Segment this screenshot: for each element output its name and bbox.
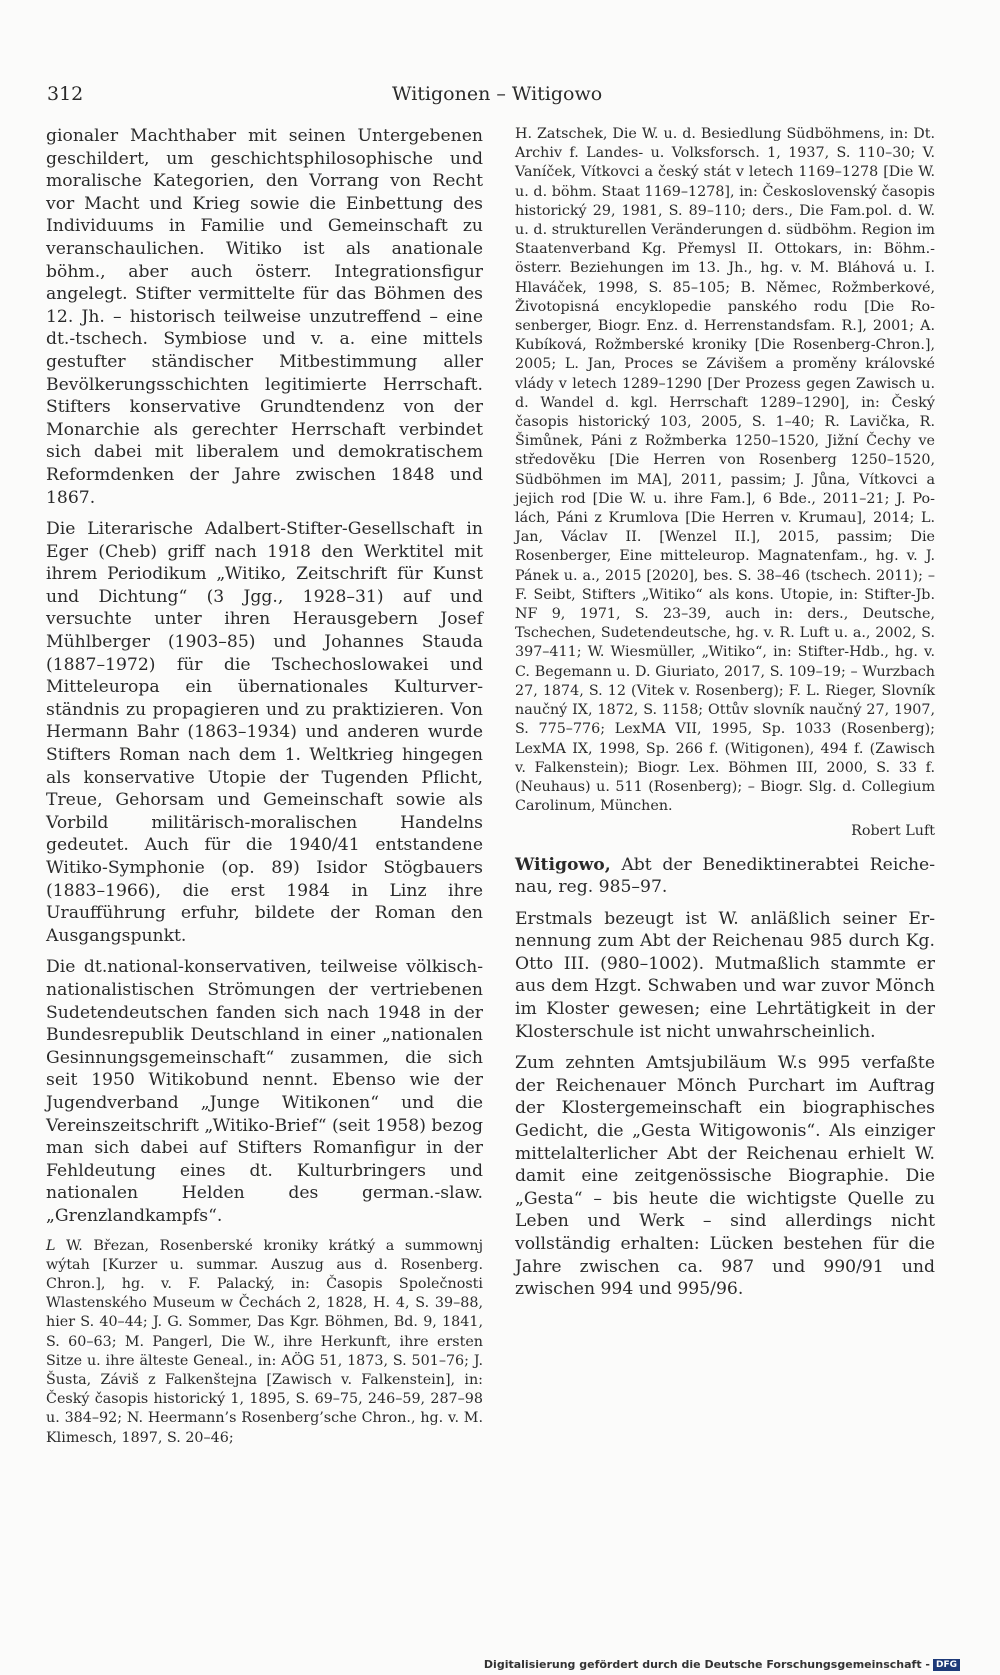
- headword: Witigowo,: [515, 854, 611, 875]
- page-number: 312: [47, 83, 84, 105]
- literature-continued: H. Zatschek, Die W. u. d. Besiedlung Südböhmens, in: Dt. Archiv f. Landes- u. Volksforsch. 1, 1937, S. 110–30; V. Vaníček, Vítkovci a český stát v letech 1169–1278 [Die W. u. d. böhm. Staat 1169–1278], in: Československý časopis historický 29, 1981, S. 89–110; ders., Die Fam.pol. d. W. u. d. strukturellen Veränderungen d. südböhm. Region im Staatenverband Kg. Přemysl II. Ottokars, in: Böhm.-österr. Beziehungen im 13. Jh., hg. v. M. Bláhová u. I. Hlaváček, 1998, S. 85–105; B. Němec, Rožmberkové, Životopisná encyklopedie panského rodu [Die Rosenberger, Biogr. Enz. d. Herrenstandsfam. R.], 2001; A. Kubíková, Rožmberské kroniky [Die Rosenberg-Chron.], 2005; L. Jan, Proces se Závišem a proměny královské vlády v letech 1289–1290 [Der Prozess gegen Zawisch u. d. Wandel d. kgl. Herrschaft 1289–1290], in: Český časopis historický 103, 2005, S. 1–40; R. Lavička, R. Šimůnek, Páni z Rožmberka 1250–1520, Jižní Čechy ve středověku [Die Herren von Rosenberg 1250–1520, Südböhmen im MA], 2011, passim; J. Jůna, Vítkovci a jejich rod [Die W. u. ihre Fam.], 6 Bde., 2011–21; J. Polách, Páni z Krumlova [Die Herren v. Krumau], 2014; L. Jan, Václav II. [Wenzel II.], 2015, passim; Die Rosenberger, Eine mitteleurop. Magnatenfam., hg. v. J. Pánek u. a., 2015 [2020], bes. S. 38–46 (tschech. 2011); – F. Seibt, Stifters „Witiko“ als kons. Utopie, in: Stifter-Jb. NF 9, 1971, S. 23–39, auch in: ders., Deutsche, Tschechen, Sudetendeutsche, hg. v. R. Luft u. a., 2002, S. 397–411; W. Wiesmüller, „Witiko“, in: Stifter-Hdb., hg. v. C. Begemann u. D. Giuriato, 2017, S. 109–19; – Wurzbach 27, 1874, S. 12 (Vitek v. Rosenberg); F. L. Rieger, Slovník naučný IX, 1872, S. 1158; Ottův slovník naučný 27, 1907, S. 775–776; LexMA VII, 1995, Sp. 1033 (Rosenberg); LexMA IX, 1998, Sp. 266 f. (Witigonen), 494 f. (Zawisch v. Falkenstein); Biogr. Lex. Böhmen III, 2000, S. 33 f. (Neuhaus) u. 511 (Rosenberg); – Biogr. Slg. d. Collegium Carolinum, München.: [515, 126, 935, 815]
- headword-definition: Abt der Benediktinerabtei Reichenau, reg. 985–97.: [515, 854, 935, 898]
- paragraph: Erstmals bezeugt ist W. anläßlich seiner Ernennung zum Abt der Reichenau 985 durch Kg. Otto III. (980–1002). Mutmaßlich stammte er aus dem Hzgt. Schwaben und war zuvor Mönch im Kloster gewesen; eine Lehrtätigkeit in der Klosterschule ist nicht unwahrscheinlich.: [515, 908, 935, 1042]
- paragraph: gionaler Machthaber mit seinen Untergebenen geschildert, um geschichtsphilosophische und moralische Kategorien, den Vorrang von Recht vor Macht und Krieg sowie die Einbettung des Individuums in Familie und Gemeinschaft zu veranschaulichen. Witiko ist als anationale böhm., aber auch österr. Integrationsfigur angelegt. Stifter vermittelte für das Böhmen des 12. Jh. – historisch teilweise unzutreffend – eine dt.-tschech. Symbiose und v. a. eine mittels gestufter ständischer Mitbestimmung aller Bevölkerungsschichten legitimierte Herrschaft. Stifters konservative Grundtendenz von der Monarchie als gerechter Herrschaft verbindet sich dabei mit liberalem und demokratischem Reformdenken der Jahre zwischen 1848 und 1867.: [46, 126, 483, 508]
- literature-list: [46, 1237, 483, 1448]
- paragraph: Zum zehnten Amtsjubiläum W.s 995 verfaßte der Reichenauer Mönch Purchart im Auftrag der Klostergemeinschaft ein biographisches Gedicht, die „Gesta Witigowonis“. Als einziger mittelalterlicher Abt der Reichenau erhielt W. damit eine zeitgenössische Biographie. Die „Gesta“ – bis heute die wichtigste Quelle zu Leben und Werk – sind allerdings nicht vollständig erhalten: Lücken bestehen für die Jahre zwischen ca. 987 und 990/91 und zwischen 994 und 995/96.: [515, 1053, 935, 1300]
- entry-heading: [515, 854, 935, 899]
- paragraph: Die dt.national-konservativen, teilweise völkisch-nationalistischen Strömungen der vertriebenen Sudetendeutschen fanden sich nach 1948 in der Bundesrepublik Deutschland in einer „nationalen Gesinnungsgemeinschaft“ zusammen, die sich seit 1950 Witikobund nennt. Ebenso wie der Jugendverband „Junge Witikonen“ und die Vereinszeitschrift „Witiko-Brief“ (seit 1958) bezog man sich dabei auf Stifters Romanfigur in der Fehldeutung eines dt. Kulturbringers und nationalen Helden des german.-slaw. „Grenzlandkampfs“.: [46, 957, 483, 1226]
- digitization-footer: [484, 1658, 960, 1671]
- running-head: Witigonen – Witigowo: [392, 83, 603, 105]
- right-column: [515, 125, 935, 1310]
- author-signature: Robert Luft: [851, 823, 935, 840]
- literature-marker: L: [46, 1237, 56, 1254]
- literature-text: W. Březan, Rosenberské kroniky krátký a summownj wýtah [Kurzer u. summar. Auszug aus d. Rosenberg. Chron.], hg. v. F. Palacký, in: Časopis Společnosti Wlastenského Museum w Čechách 2, 1828, H. 4, S. 39–88, hier S. 40–44; J. G. Sommer, Das Kgr. Böhmen, Bd. 9, 1841, S. 60–63; M. Pangerl, Die W., ihre Herkunft, ihre ersten Sitze u. ihre älteste Geneal., in: AÖG 51, 1873, S. 501–76; J. Šusta, Záviš z Falkenštejna [Zawisch v. Falkenstein], in: Český časopis historický 1, 1895, S. 69–75, 246–59, 287–98 u. 384–92; N. Heermann’s Rosenberg’sche Chron., hg. v. M. Klimesch, 1897, S. 20–46;: [46, 1237, 484, 1446]
- left-column: [46, 125, 483, 1454]
- footer-text: Digitalisierung gefördert durch die Deutsche Forschungsgemeinschaft -: [483, 1658, 930, 1671]
- paragraph: Die Literarische Adalbert-Stifter-Gesellschaft in Eger (Cheb) griff nach 1918 den Werktitel mit ihrem Periodikum „Witiko, Zeitschrift für Kunst und Dichtung“ (3 Jgg., 1928–31) auf und versuchte unter ihren Herausgebern Josef Mühlberger (1903–85) und Johannes Stauda (1887–1972) für die Tschechoslowakei und Mitteleuropa ein übernationales Kulturverständnis zu propagieren und zu praktizieren. Von Hermann Bahr (1863–1934) und anderen wurde Stifters Roman nach dem 1. Weltkrieg hingegen als konservative Utopie der Tugenden Pflicht, Treue, Gehorsam und Gemeinschaft sowie als Vorbild militärisch-moralischen Handelns gedeutet. Auch für die 1940/41 entstandene Witiko-Symphonie (op. 89) Isidor Stögbauers (1883–1966), die erst 1984 in Linz ihre Uraufführung erfuhr, bildete der Roman den Ausgangspunkt.: [46, 519, 483, 946]
- dfg-logo-icon: DFG: [933, 1659, 960, 1671]
